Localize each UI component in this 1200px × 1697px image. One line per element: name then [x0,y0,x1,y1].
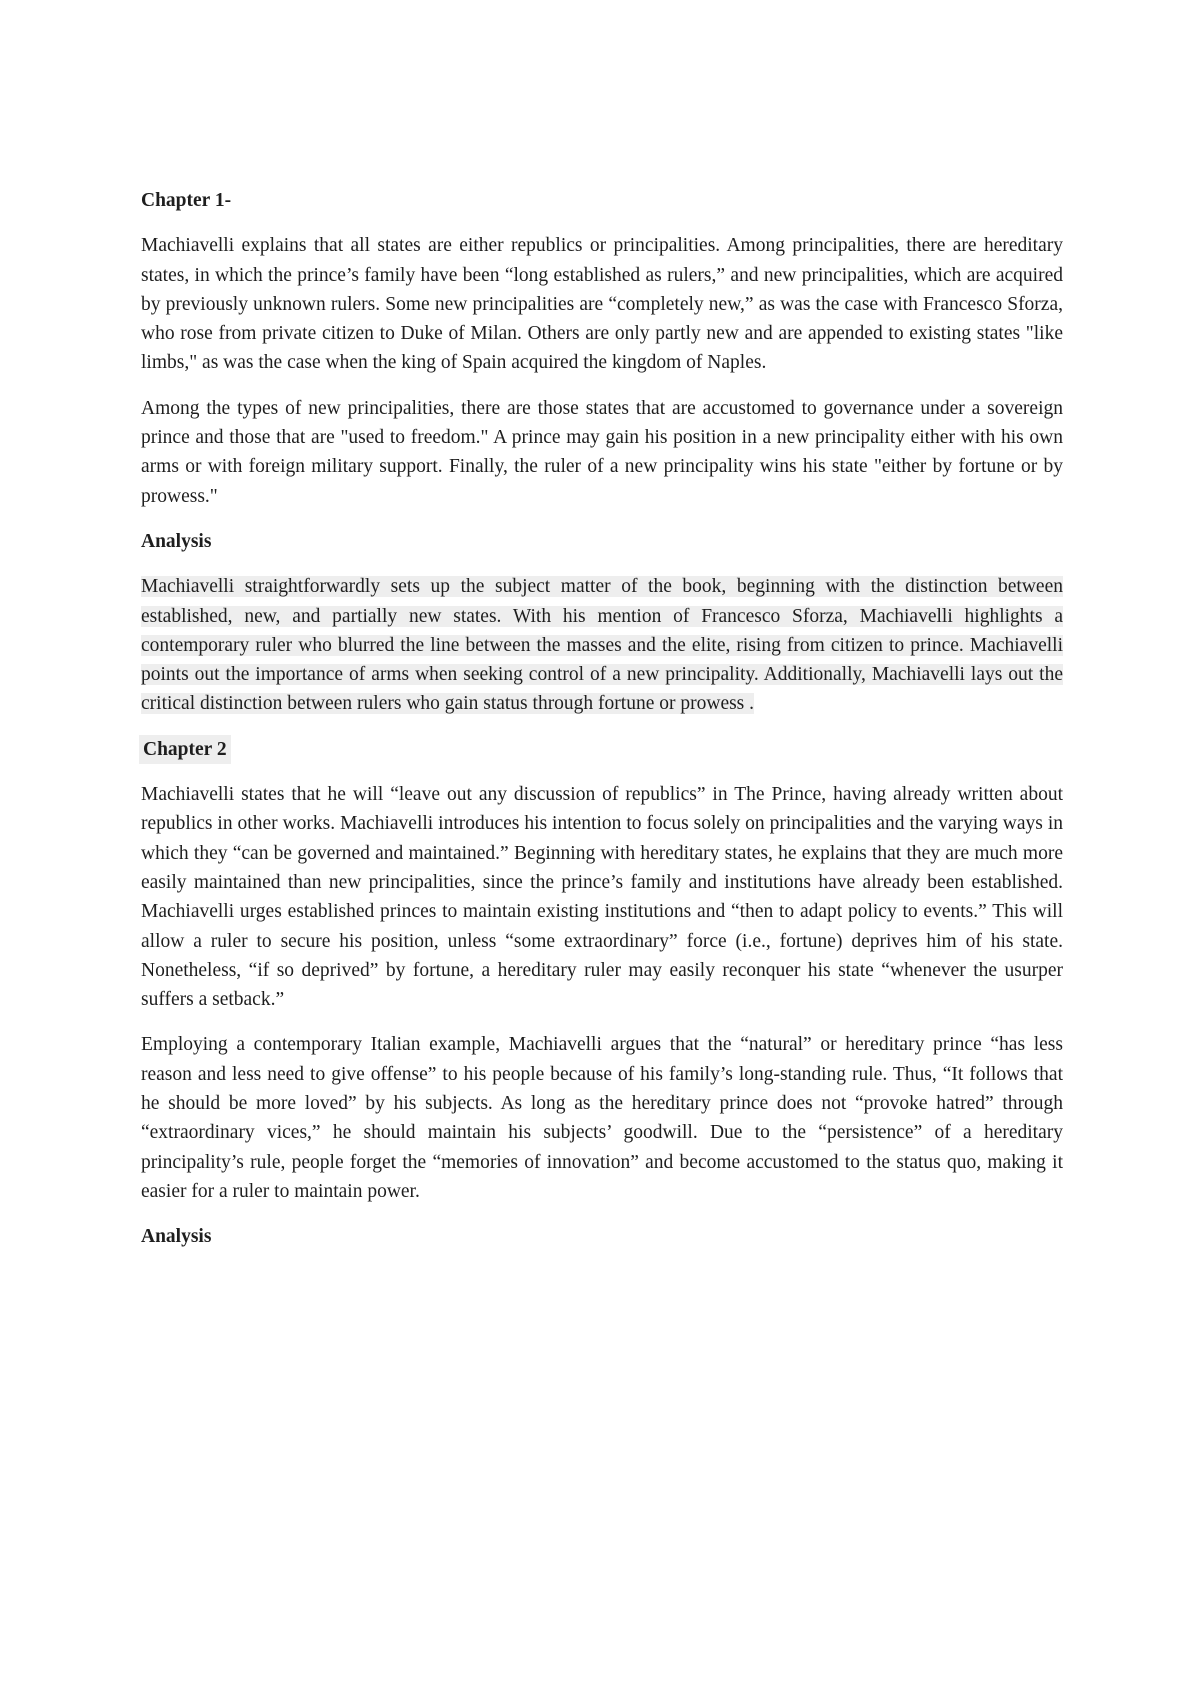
analysis-2-heading: Analysis [141,1226,212,1248]
analysis-1-heading: Analysis [141,530,212,552]
chapter-2-paragraph-1: Machiavelli states that he will “leave out any discussion of republics” in The Prince, having already written about republics in other works. Machiavelli introduces his intention to focus solely on principalities and the varying ways in which they “can be governed and maintained.” Beginning with hereditary states, he explains that they are much more easily maintained than new principalities, since the prince’s family and institutions have already been established. Machiavelli urges established princes to maintain existing institutions and “then to adapt policy to events.” This will allow a ruler to secure his position, unless “some extraordinary” force (i.e., fortune) deprives him of his state. Nonetheless, “if so deprived” by fortune, a hereditary ruler may easily reconquer his state “whenever the usurper suffers a setback.” [141,784,1063,1011]
chapter-2-heading: Chapter 2 [139,735,231,764]
chapter-1-paragraph-2: Among the types of new principalities, there are those states that are accustomed to governance under a sovereign prince and those that are "used to freedom." A prince may gain his position in a new principality either with his own arms or with foreign military support. Finally, the ruler of a new principality wins his state "either by fortune or by prowess." [141,397,1063,507]
chapter-2-paragraph-2: Employing a contemporary Italian example, Machiavelli argues that the “natural” or hereditary prince “has less reason and less need to give offense” to his people because of his family’s long-standing rule. Thus, “It follows that he should be more loved” by his subjects. As long as the hereditary prince does not “provoke hatred” through “extraordinary vices,” he should maintain his subjects’ goodwill. Due to the “persistence” of a hereditary principality’s rule, people forget the “memories of innovation” and become accustomed to the status quo, making it easier for a ruler to maintain power. [141,1034,1063,1202]
chapter-1-heading: Chapter 1- [141,190,232,211]
document-page [141,186,1063,1268]
chapter-2-heading-row [141,735,1063,764]
analysis-1-block [141,572,1063,718]
chapter-1-paragraph-1: Machiavelli explains that all states are either republics or principalities. Among principalities, there are hereditary states, in which the prince’s family have been “long established as rulers,” and new principalities, which are acquired by previously unknown rulers. Some new principalities are “completely new,” as was the case with Francesco Sforza, who rose from private citizen to Duke of Milan. Others are only partly new and are appended to existing states "like limbs," as was the case when the king of Spain acquired the kingdom of Naples. [141,235,1063,374]
analysis-1-paragraph: Machiavelli straightforwardly sets up the subject matter of the book, beginning with the distinction between established, new, and partially new states. With his mention of Francesco Sforza, Machiavelli highlights a contemporary ruler who blurred the line between the masses and the elite, rising from citizen to prince. Machiavelli points out the importance of arms when seeking control of a new principality. Additionally, Machiavelli lays out the critical distinction between rulers who gain status through fortune or prowess . [141,576,1063,715]
